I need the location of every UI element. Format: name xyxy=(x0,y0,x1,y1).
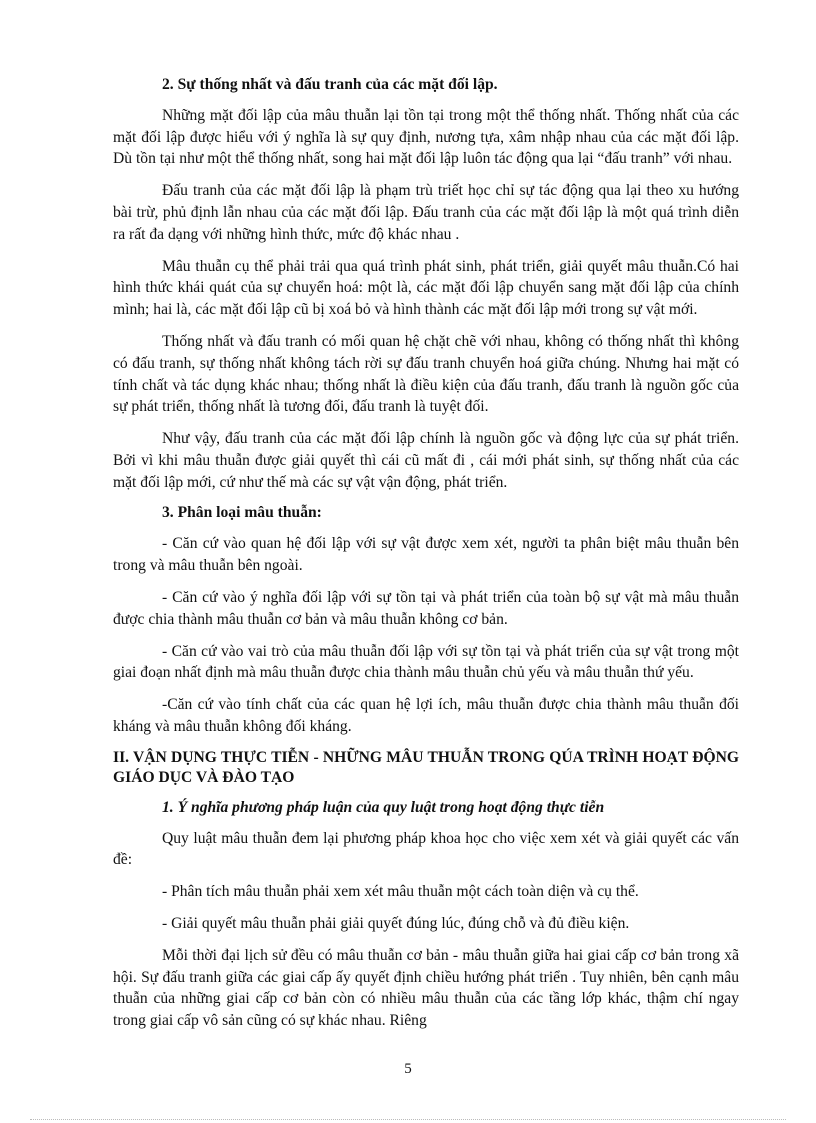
list-item: - Giải quyết mâu thuẫn phải giải quyết đúng lúc, đúng chỗ và đủ điều kiện. xyxy=(162,914,630,932)
list-item: - Căn cứ vào vai trò của mâu thuẫn đối lập với sự tồn tại và phát triển của sự vật trong một giai đoạn nhất định mà mâu thuẫn được chia thành mâu thuẫn chủ yếu và mâu thuẫn thứ yếu. xyxy=(113,642,739,682)
subsection-heading-text: 1. Ý nghĩa phương pháp luận của quy luật trong hoạt động thực tiễn xyxy=(162,798,605,816)
paragraph: Như vậy, đấu tranh của các mặt đối lập chính là nguồn gốc và động lực của sự phát triển. Bởi vì khi mâu thuẫn được giải quyết thì cái cũ mất đi , cái mới phát sinh, sự thống nhất của các mặt đối lập mới, cứ như thế mà các sự vật vận động, phát triển. xyxy=(113,430,739,491)
list-item: - Căn cứ vào quan hệ đối lập với sự vật được xem xét, người ta phân biệt mâu thuẫn bên trong và mâu thuẫn bên ngoài. xyxy=(113,535,739,575)
paragraph: Những mặt đối lập của mâu thuẫn lại tồn tại trong một thể thống nhất. Thống nhất của các mặt đối lập được hiểu với ý nghĩa là sự quy định, nương tựa, xâm nhập nhau của các mặt đối lập. Dù tồn tại như một thể thống nhất, song hai mặt đối lập luôn tác động qua lại “đấu tranh” với nhau. xyxy=(113,106,739,168)
paragraph: Quy luật mâu thuẫn đem lại phương pháp khoa học cho việc xem xét và giải quyết các vấn đề: xyxy=(113,829,739,869)
paragraph: Mỗi thời đại lịch sử đều có mâu thuẫn cơ bản - mâu thuẫn giữa hai giai cấp cơ bản trong xã hội. Sự đấu tranh giữa các giai cấp ấy quyết định chiều hướng phát triển . Tuy nhiên, bên cạnh mâu thuẫn của những giai cấp cơ bản còn có nhiều mâu thuẫn của các tầng lớp khác, thậm chí ngay trong giai cấp vô sản cũng có sự khác nhau. Riêng xyxy=(113,946,739,1030)
paragraph: Thống nhất và đấu tranh có mối quan hệ chặt chẽ với nhau, không có thống nhất thì không có đấu tranh, sự thống nhất không tách rời sự đấu tranh chuyển hoá giữa chúng. Nhưng hai mặt có tính chất và tác dụng khác nhau; thống nhất là điều kiện của đấu tranh, đấu tranh là nguồn gốc của sự phát triển, thống nhất là tương đối, đấu tranh là tuyệt đối. xyxy=(113,332,739,416)
section-heading-unity-struggle: 2. Sự thống nhất và đấu tranh của các mặt đối lập. xyxy=(162,76,498,93)
page-bottom-rule xyxy=(30,1119,786,1120)
list-item: - Phân tích mâu thuẫn phải xem xét mâu thuẫn một cách toàn diện và cụ thể. xyxy=(162,883,639,901)
section-heading-classification: 3. Phân loại mâu thuẫn: xyxy=(162,503,322,521)
document-body xyxy=(113,74,739,1042)
list-item: -Căn cứ vào tính chất của các quan hệ lợi ích, mâu thuẫn được chia thành mâu thuẫn đối kháng và mâu thuẫn không đối kháng. xyxy=(113,696,739,735)
paragraph: Đấu tranh của các mặt đối lập là phạm trù triết học chỉ sự tác động qua lại theo xu hướng bài trừ, phủ định lẫn nhau của các mặt đối lập. Đấu tranh của các mặt đối lập là một quá trình diễn ra rất đa dạng với những hình thức, mức độ khác nhau . xyxy=(113,182,739,243)
paragraph: Mâu thuẫn cụ thể phải trải qua quá trình phát sinh, phát triển, giải quyết mâu thuẫn.Có hai hình thức khái quát của sự chuyển hoá: một là, các mặt đối lập chuyển sang mặt đối lập của chính mình; hai là, các mặt đối lập cũ bị xoá bỏ và hình thành các mặt đối lập mới trong sự vật mới. xyxy=(113,257,739,319)
list-item: - Căn cứ vào ý nghĩa đối lập với sự tồn tại và phát triển của toàn bộ sự vật mà mâu thuẫn được chia thành mâu thuẫn cơ bản và mâu thuẫn không cơ bản. xyxy=(113,588,739,628)
page-number: 5 xyxy=(404,1061,412,1077)
subsection-heading-methodology xyxy=(162,797,739,819)
part-heading-practical-application: II. VẬN DỤNG THỰC TIỄN - NHỮNG MÂU THUẪN TRONG QÚA TRÌNH HOẠT ĐỘNG GIÁO DỤC VÀ ĐÀO TẠO xyxy=(113,748,739,786)
